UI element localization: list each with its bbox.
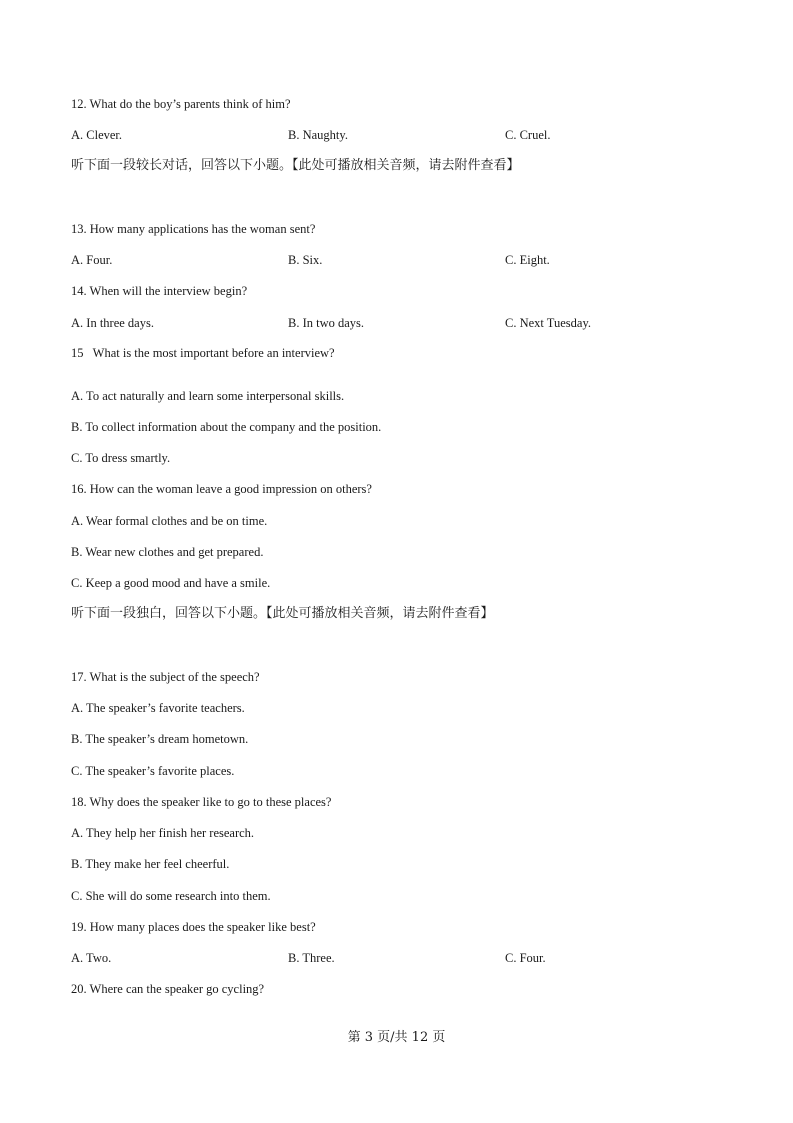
question-19-option-b: B. Three. (288, 951, 335, 965)
question-16-option-a: A. Wear formal clothes and be on time. (71, 514, 268, 528)
question-17-option-a: A. The speaker’s favorite teachers. (71, 701, 245, 715)
listening-instruction-monologue: 听下面一段独白，回答以下小题。【此处可播放相关音频，请去附件查看】 (71, 606, 494, 621)
question-17-option-b: B. The speaker’s dream hometown. (71, 732, 249, 746)
question-13-text: 13. How many applications has the woman sent? (71, 222, 316, 236)
question-18-option-b: B. They make her feel cheerful. (71, 857, 230, 871)
question-16-text: 16. How can the woman leave a good impression on others? (71, 482, 372, 496)
question-18-option-a: A. They help her finish her research. (71, 826, 255, 840)
question-19-text: 19. How many places does the speaker like best? (71, 920, 316, 934)
listening-instruction-dialogue: 听下面一段较长对话，回答以下小题。【此处可播放相关音频，请去附件查看】 (71, 158, 520, 173)
question-15-option-b: B. To collect information about the company and the position. (71, 420, 382, 434)
question-13-option-a: A. Four. (71, 253, 113, 267)
question-18-option-c: C. She will do some research into them. (71, 889, 271, 903)
page-number-footer: 第 3 页/共 12 页 (347, 1030, 446, 1045)
question-15-option-a: A. To act naturally and learn some interpersonal skills. (71, 389, 345, 403)
question-12-option-a: A. Clever. (71, 128, 123, 142)
question-14-text: 14. When will the interview begin? (71, 284, 248, 298)
question-14-option-c: C. Next Tuesday. (505, 316, 592, 330)
question-15-option-c: C. To dress smartly. (71, 451, 171, 465)
question-12-option-b: B. Naughty. (288, 128, 348, 142)
question-14-option-b: B. In two days. (288, 316, 365, 330)
question-14-option-a: A. In three days. (71, 316, 154, 330)
question-16-option-c: C. Keep a good mood and have a smile. (71, 576, 271, 590)
question-19-option-a: A. Two. (71, 951, 112, 965)
question-16-option-b: B. Wear new clothes and get prepared. (71, 545, 264, 559)
question-13-option-c: C. Eight. (505, 253, 550, 267)
question-19-option-c: C. Four. (505, 951, 546, 965)
question-17-text: 17. What is the subject of the speech? (71, 670, 260, 684)
question-12-option-c: C. Cruel. (505, 128, 551, 142)
question-15-text: 15 What is the most important before an interview? (71, 346, 335, 360)
question-13-option-b: B. Six. (288, 253, 323, 267)
question-20-text: 20. Where can the speaker go cycling? (71, 982, 265, 996)
question-12-text: 12. What do the boy’s parents think of him? (71, 97, 291, 111)
question-17-option-c: C. The speaker’s favorite places. (71, 764, 235, 778)
question-18-text: 18. Why does the speaker like to go to these places? (71, 795, 332, 809)
